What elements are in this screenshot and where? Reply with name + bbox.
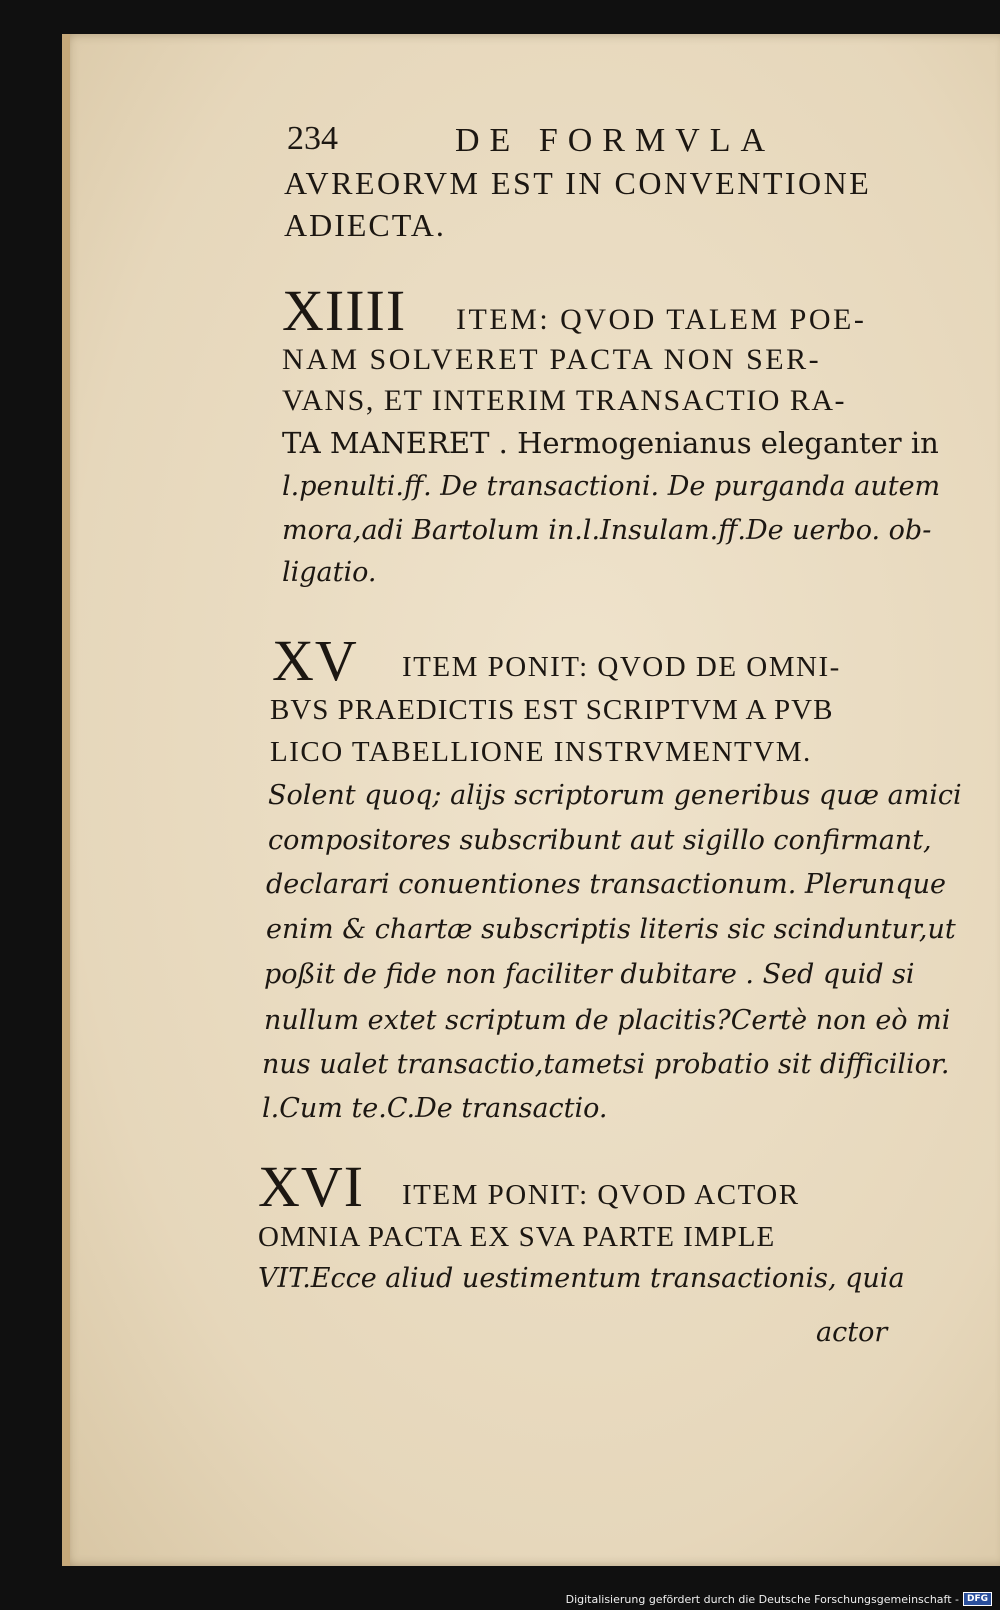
- section-line: TA MANERET . Hermogenianus eleganter in: [282, 426, 939, 460]
- page-gutter: [62, 34, 70, 1566]
- section-line: ITEM PONIT: QVOD ACTOR: [402, 1179, 800, 1211]
- section-line: VIT.Ecce aliud uestimentum transactionis, quia: [258, 1263, 905, 1294]
- section-numeral: XIIII: [282, 278, 407, 343]
- running-title: DE FORMVLA: [455, 122, 776, 159]
- section-line: l.Cum te.C.De transactio.: [262, 1093, 608, 1124]
- section-numeral: XV: [272, 628, 358, 693]
- section-line: enim & chartæ subscriptis literis sic scinduntur,ut: [266, 914, 956, 945]
- catchword: actor: [816, 1317, 888, 1348]
- section-line: BVS PRAEDICTIS EST SCRIPTVM A PVB: [270, 694, 834, 726]
- section-line: ligatio.: [282, 557, 377, 588]
- section-line: LICO TABELLIONE INSTRVMENTVM.: [270, 736, 812, 768]
- section-numeral: XVI: [258, 1154, 365, 1219]
- section-line: ITEM: QVOD TALEM POE-: [456, 303, 867, 336]
- section-line: l.penulti.ff. De transactioni. De purganda autem: [282, 471, 941, 502]
- dfg-logo: DFG: [963, 1592, 992, 1606]
- section-line: NAM SOLVERET PACTA NON SER-: [282, 343, 822, 376]
- section-line: VANS, ET INTERIM TRANSACTIO RA-: [282, 384, 847, 417]
- top-line: AVREORVM EST IN CONVENTIONE: [284, 165, 872, 201]
- section-line: Solent quoq; alijs scriptorum generibus quæ amici: [268, 780, 962, 811]
- section-line: nus ualet transactio,tametsi probatio sit difficilior.: [262, 1049, 950, 1080]
- section-line: OMNIA PACTA EX SVA PARTE IMPLE: [258, 1221, 776, 1253]
- section-line: nullum extet scriptum de placitis?Certè non eò mi: [264, 1005, 951, 1036]
- section-line: compositores subscribunt aut sigillo confirmant,: [268, 825, 932, 856]
- section-line: ITEM PONIT: QVOD DE OMNI-: [402, 651, 841, 683]
- digitization-credit: [566, 1592, 992, 1606]
- section-line: poßit de fide non faciliter dubitare . Sed quid si: [264, 959, 915, 990]
- page-number: 234: [287, 120, 338, 157]
- section-line: mora,adi Bartolum in.l.Insulam.ff.De uerbo. ob-: [282, 515, 932, 546]
- credit-text: Digitalisierung gefördert durch die Deutsche Forschungsgemeinschaft -: [565, 1592, 959, 1606]
- section-line: declarari conuentiones transactionum. Plerunque: [266, 869, 947, 900]
- top-line: ADIECTA.: [284, 207, 446, 243]
